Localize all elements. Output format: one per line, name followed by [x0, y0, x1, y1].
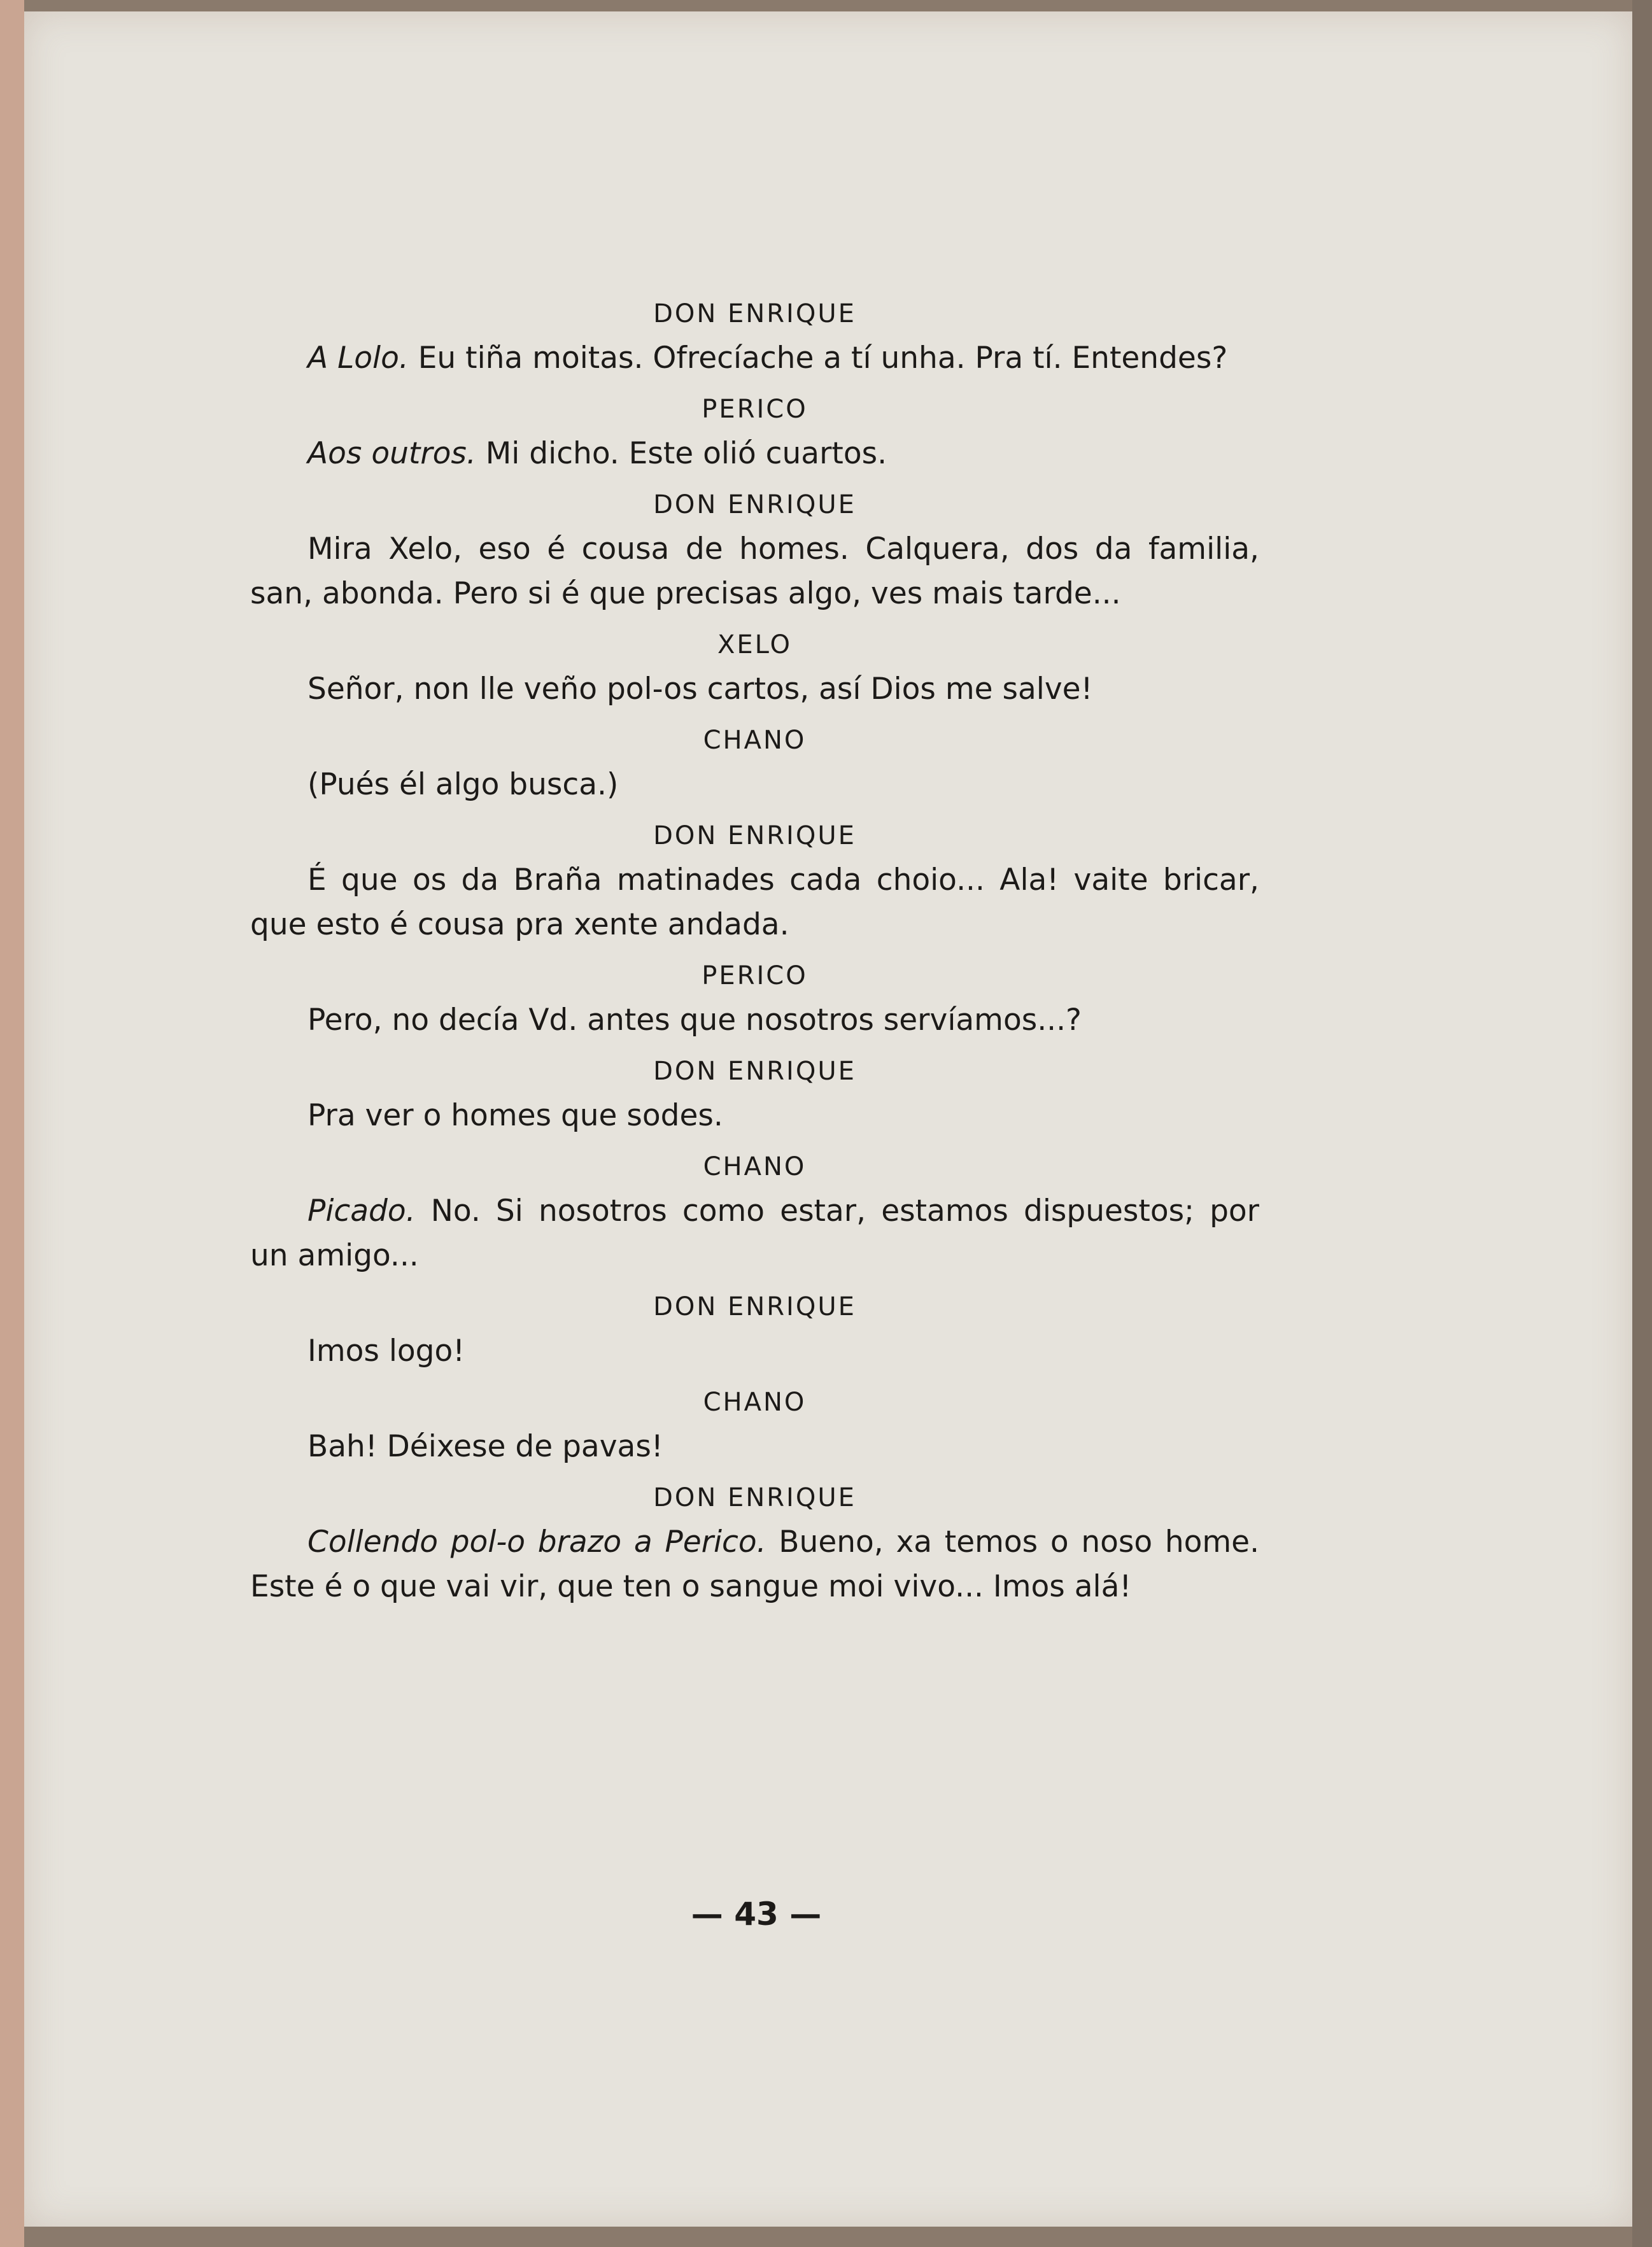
- spoken-text: Bueno, xa temos o noso home. Este é o que vai vir, que ten o sangue moi vivo... Imos alá!: [250, 1525, 1260, 1604]
- speaker-name: DON ENRIQUE: [653, 490, 856, 519]
- page-edge-right: [1632, 0, 1652, 2247]
- stage-direction: Picado.: [307, 1194, 416, 1229]
- dialogue-line: Pero, no decía Vd. antes que nosotros servíamos...?: [307, 1003, 1082, 1038]
- speaker-name: XELO: [717, 630, 793, 659]
- book-page: [24, 11, 1632, 2227]
- stage-direction: Collendo pol-o brazo a Perico.: [307, 1525, 766, 1560]
- spoken-text: Eu tiña moitas. Ofrecíache a tí unha. Pra tí. Entendes?: [408, 341, 1228, 376]
- dialogue-line: [250, 336, 1259, 381]
- speaker-name: PERICO: [702, 395, 808, 424]
- speaker-name: DON ENRIQUE: [653, 1057, 856, 1086]
- dialogue-line: Imos logo!: [307, 1334, 465, 1369]
- speaker-name: PERICO: [702, 961, 808, 990]
- dialogue-block: [250, 285, 1259, 1609]
- stage-direction: A Lolo.: [307, 341, 409, 376]
- dialogue-line: Pra ver o homes que sodes.: [307, 1098, 723, 1133]
- page-edge-left: [0, 0, 24, 2247]
- speaker-name: CHANO: [703, 1152, 807, 1181]
- speaker-name: DON ENRIQUE: [653, 1292, 856, 1321]
- dialogue-line: Bah! Déixese de pavas!: [307, 1429, 663, 1464]
- dialogue-line: [250, 1189, 1259, 1278]
- speaker-name: DON ENRIQUE: [653, 821, 856, 850]
- speaker-name: DON ENRIQUE: [653, 299, 856, 328]
- dialogue-line: É que os da Braña matinades cada choio... Ala! vaite bricar, que esto é cousa pra xente andada.: [250, 863, 1259, 942]
- speaker-name: CHANO: [703, 726, 807, 755]
- spoken-text: Mi dicho. Este olió cuartos.: [476, 436, 887, 471]
- speaker-name: CHANO: [703, 1388, 807, 1417]
- dialogue-line: [250, 1520, 1259, 1609]
- spoken-text: No. Si nosotros como estar, estamos dispuestos; por un amigo...: [250, 1194, 1259, 1273]
- dialogue-line: [250, 432, 1259, 476]
- dialogue-line: (Pués él algo busca.): [307, 767, 619, 802]
- dialogue-line: Señor, non lle veño pol-os cartos, así Dios me salve!: [307, 672, 1093, 707]
- page-number: — 43 —: [691, 1896, 822, 1933]
- dialogue-line: Mira Xelo, eso é cousa de homes. Calquera, dos da familia, san, abonda. Pero si é que precisas algo, ves mais tarde...: [250, 532, 1259, 611]
- speaker-name: DON ENRIQUE: [653, 1483, 856, 1512]
- stage-direction: Aos outros.: [307, 436, 476, 471]
